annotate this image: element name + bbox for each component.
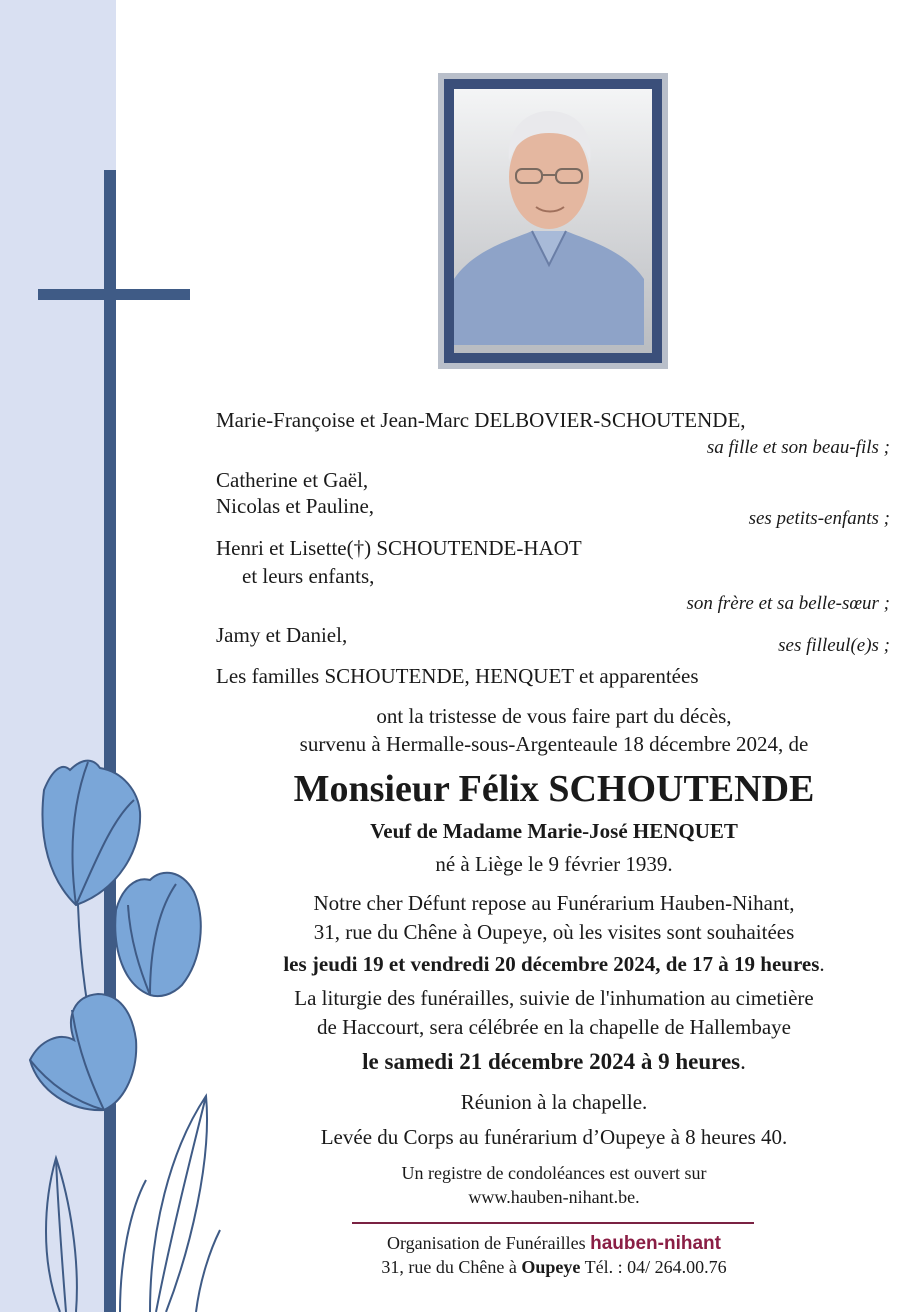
cross-horizontal (38, 289, 190, 300)
footer-address (200, 1256, 908, 1278)
footer-org-prefix: Organisation de Funérailles (386, 1233, 586, 1253)
visits-line-1: Notre cher Défunt repose au Funérarium Hauben-Nihant, (313, 891, 795, 915)
portrait-photo (454, 89, 652, 353)
footer-town: Oupeye (521, 1257, 581, 1277)
cross-vertical (104, 170, 116, 1312)
visits-line-2: 31, rue du Chêne à Oupeye, où les visites sont souhaitées (313, 920, 795, 944)
footer-address-prefix: 31, rue du Chêne à (381, 1257, 517, 1277)
announcement-line-1: ont la tristesse de vous faire part du décès, (376, 704, 732, 728)
registry-link[interactable]: www.hauben-nihant.be. (468, 1187, 640, 1207)
family-relation-3: son frère et sa belle-sœur ; (686, 593, 890, 614)
family-line-5: Les familles SCHOUTENDE, HENQUET et apparentées (216, 664, 699, 688)
deceased-spouse: Veuf de Madame Marie-José HENQUET (370, 819, 738, 843)
footer-divider (352, 1222, 754, 1224)
footer-organisation (200, 1232, 908, 1255)
family-relation-2: ses petits-enfants ; (748, 508, 890, 529)
ceremony-date-period: . (740, 1049, 746, 1074)
visits-dates-text: les jeudi 19 et vendredi 20 décembre 2024, de 17 à 19 heures (283, 952, 820, 976)
deceased-name: Monsieur Félix SCHOUTENDE (293, 768, 815, 810)
deceased-birth: né à Liège le 9 février 1939. (435, 852, 673, 876)
ceremony-line-2: de Haccourt, sera célébrée en la chapelle de Hallembaye (317, 1015, 791, 1039)
tulip-right (115, 873, 201, 996)
portrait-illustration (454, 89, 644, 345)
cross-and-tulips-decoration (0, 0, 240, 1312)
family-line-3b: et leurs enfants, (242, 564, 375, 588)
registry-line-1: Un registre de condoléances est ouvert sur (401, 1163, 707, 1183)
portrait-frame (438, 73, 668, 369)
visits-dates-period: . (819, 952, 825, 976)
family-relation-1: sa fille et son beau-fils ; (706, 437, 890, 458)
ceremony-levee: Levée du Corps au funérarium d’Oupeye à 8 heures 40. (320, 1125, 788, 1149)
portrait-frame-border (444, 79, 662, 363)
announcement-line-2: survenu à Hermalle-sous-Argenteaule 18 décembre 2024, de (299, 732, 809, 756)
visits-dates (200, 952, 908, 976)
footer-phone: Tél. : 04/ 264.00.76 (584, 1257, 727, 1277)
ceremony-meeting: Réunion à la chapelle. (460, 1090, 648, 1114)
brand-logo: hauben-nihant (590, 1233, 721, 1254)
family-line-2b: Nicolas et Pauline, (216, 494, 375, 518)
family-line-4: Jamy et Daniel, (216, 623, 348, 647)
leaves-bottom (46, 1096, 220, 1312)
family-line-1: Marie-Françoise et Jean-Marc DELBOVIER-SCHOUTENDE, (216, 408, 746, 432)
family-line-2a: Catherine et Gaël, (216, 468, 369, 492)
ceremony-date-text: le samedi 21 décembre 2024 à 9 heures (362, 1049, 741, 1074)
family-line-3a: Henri et Lisette(†) SCHOUTENDE-HAOT (216, 536, 582, 560)
family-relation-4: ses filleul(e)s ; (778, 635, 890, 656)
ceremony-line-1: La liturgie des funérailles, suivie de l'inhumation au cimetière (294, 986, 814, 1010)
tulip-lower (30, 994, 136, 1110)
ceremony-date (200, 1050, 908, 1074)
